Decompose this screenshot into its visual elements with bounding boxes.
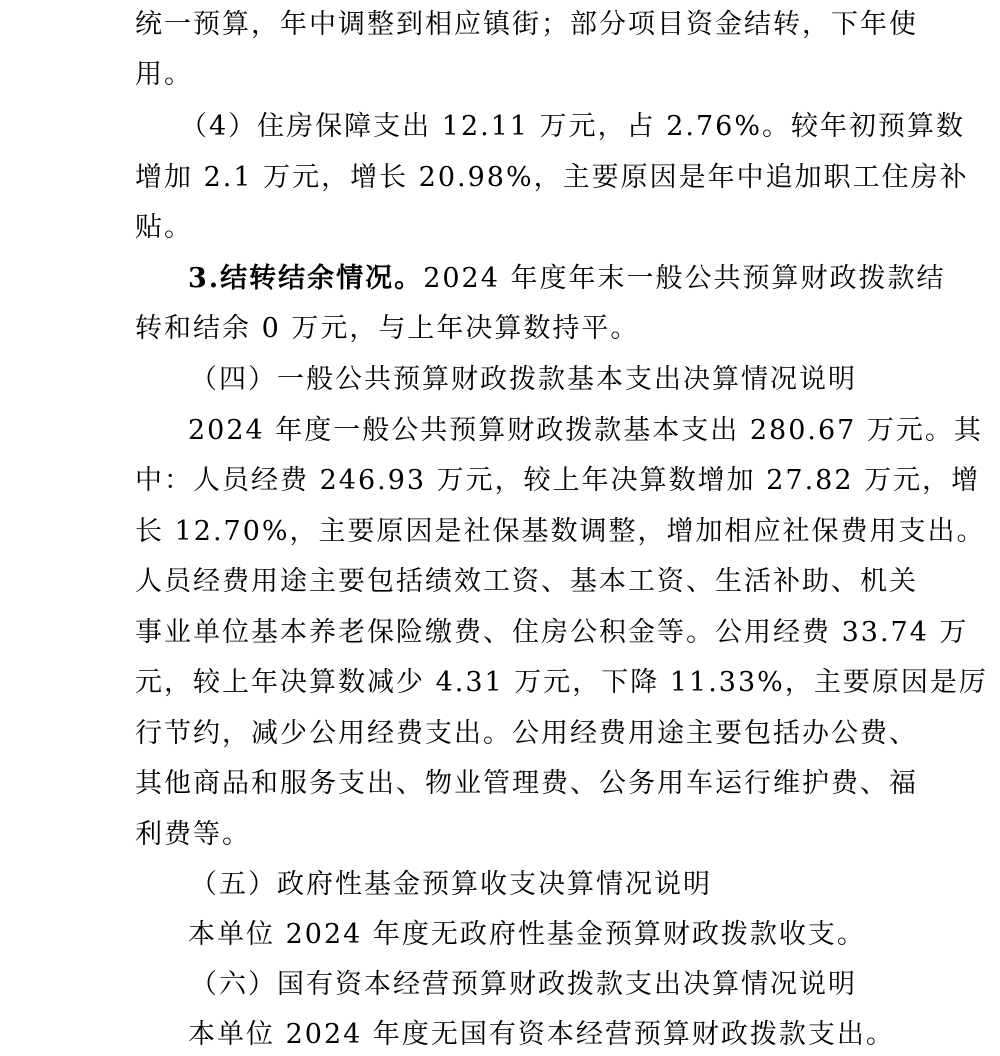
- section-lead-bold: 3.结转结余情况。: [188, 263, 424, 294]
- paragraph-line: 增加 2.1 万元，增长 20.98%，主要原因是年中追加职工住房补: [135, 162, 969, 193]
- paragraph-line: 元，较上年决算数减少 4.31 万元，下降 11.33%，主要原因是厉: [135, 667, 988, 698]
- section-heading: （五）政府性基金预算收支决算情况说明: [190, 869, 712, 900]
- paragraph-text: 2024 年度年末一般公共预算财政拨款结: [423, 263, 946, 294]
- paragraph-line: 事业单位基本养老保险缴费、住房公积金等。公用经费 33.74 万: [135, 617, 969, 648]
- paragraph-line: 行节约，减少公用经费支出。公用经费用途主要包括办公费、: [135, 718, 918, 749]
- paragraph-line: 用。: [135, 59, 193, 90]
- paragraph-line: 其他商品和服务支出、物业管理费、公务用车运行维护费、福: [135, 768, 918, 799]
- paragraph-line: 2024 年度一般公共预算财政拨款基本支出 280.67 万元。其: [188, 415, 983, 446]
- section-heading: （四）一般公共预算财政拨款基本支出决算情况说明: [190, 364, 857, 395]
- paragraph-line: 中：人员经费 246.93 万元，较上年决算数增加 27.82 万元，增: [135, 465, 981, 496]
- paragraph-line: [0, 262, 1000, 296]
- paragraph-line: 人员经费用途主要包括绩效工资、基本工资、生活补助、机关: [135, 566, 918, 597]
- paragraph-line: 长 12.70%，主要原因是社保基数调整，增加相应社保费用支出。: [135, 516, 986, 547]
- paragraph-line: （4）住房保障支出 12.11 万元，占 2.76%。较年初预算数: [180, 111, 965, 142]
- paragraph-line: 利费等。: [135, 819, 251, 850]
- section-heading: （六）国有资本经营预算财政拨款支出决算情况说明: [190, 969, 857, 1000]
- paragraph-line: 本单位 2024 年度无国有资本经营预算财政拨款支出。: [188, 1019, 895, 1050]
- paragraph-line: 统一预算，年中调整到相应镇街；部分项目资金结转，下年使: [135, 9, 918, 40]
- paragraph-line: 本单位 2024 年度无政府性基金预算财政拨款收支。: [188, 919, 866, 950]
- paragraph-line: 转和结余 0 万元，与上年决算数持平。: [135, 313, 640, 344]
- paragraph-line: 贴。: [135, 212, 193, 243]
